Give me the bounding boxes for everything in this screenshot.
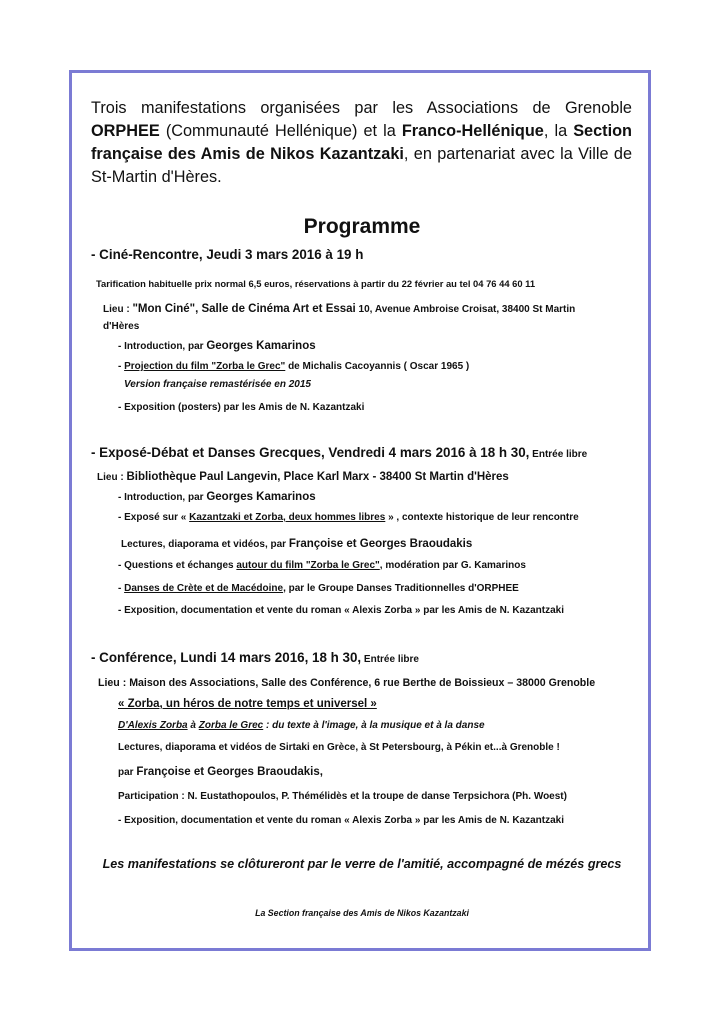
expose-details: » , contexte historique de leur rencontre bbox=[385, 512, 579, 523]
intro-paragraph bbox=[91, 97, 632, 189]
speaker-name: Françoise et Georges Braoudakis, bbox=[136, 766, 323, 778]
dash: - bbox=[118, 361, 125, 372]
event1-version: Version française remastérisée en 2015 bbox=[124, 379, 311, 390]
dash: - bbox=[118, 583, 125, 594]
speaker-name: Georges Kamarinos bbox=[206, 340, 316, 352]
lieu-name: "Mon Ciné", Salle de Cinéma Art et Essai bbox=[132, 303, 356, 315]
event1-heading: - Ciné-Rencontre, Jeudi 3 mars 2016 à 19 h bbox=[91, 247, 364, 262]
intro-prefix: - Introduction, par bbox=[118, 492, 207, 503]
event2-expose bbox=[118, 512, 579, 523]
event2-danses bbox=[118, 583, 519, 594]
event1-tarif: Tarification habituelle prix normal 6,5 euros, réservations à partir du 22 février au tel 04 76 44 60 11 bbox=[96, 278, 536, 289]
expose-link[interactable]: Kazantzaki et Zorba, deux hommes libres bbox=[189, 512, 386, 523]
event3-lieu: Lieu : Maison des Associations, Salle des Conférence, 6 rue Berthe de Boissieux – 38000 Grenoble bbox=[98, 677, 596, 689]
event2-lectures bbox=[121, 538, 472, 550]
event1-lieu bbox=[103, 303, 575, 315]
signature: La Section française des Amis de Nikos Kazantzaki bbox=[255, 908, 469, 918]
event1-lieu-cont: d'Hères bbox=[103, 321, 140, 332]
entry-badge: Entrée libre bbox=[361, 654, 419, 665]
subtitle-join: à bbox=[187, 720, 199, 731]
event3-par bbox=[118, 766, 323, 778]
closing-note: Les manifestations se clôtureront par le verre de l'amitié, accompagné de mézés grecs bbox=[102, 857, 622, 871]
event1-projection bbox=[118, 361, 469, 372]
subtitle-link-a[interactable]: D'Alexis Zorba bbox=[118, 720, 188, 731]
page-title: Programme bbox=[303, 215, 421, 238]
section-name: Section française des Amis de Nikos Kazantzaki bbox=[91, 122, 632, 163]
lieu-name: Bibliothèque Paul Langevin, Place Karl Marx - 38400 St Martin d'Hères bbox=[126, 471, 509, 483]
event3-subtitle bbox=[118, 720, 485, 731]
event2-expo: - Exposition, documentation et vente du roman « Alexis Zorba » par les Amis de N. Kazantzaki bbox=[118, 605, 565, 616]
danses-details: , par le Groupe Danses Traditionnelles d'ORPHEE bbox=[283, 583, 519, 594]
lectures-prefix: Lectures, diaporama et vidéos, par bbox=[121, 539, 289, 550]
event2-questions bbox=[118, 560, 526, 571]
event2-lieu bbox=[97, 471, 509, 483]
event3-expo: - Exposition, documentation et vente du roman « Alexis Zorba » par les Amis de N. Kazantzaki bbox=[118, 815, 565, 826]
questions-details: , modération par G. Kamarinos bbox=[379, 560, 526, 571]
intro-text: Trois manifestations organisées par les Associations de Grenoble bbox=[91, 99, 632, 117]
intro-text: , la bbox=[543, 122, 574, 140]
projection-details: de Michalis Cacoyannis ( Oscar 1965 ) bbox=[285, 361, 470, 372]
franco-hellenique-name: Franco-Hellénique bbox=[401, 122, 544, 140]
intro-prefix: - Introduction, par bbox=[118, 341, 207, 352]
event3-heading bbox=[91, 650, 419, 665]
lieu-label: Lieu : bbox=[97, 472, 127, 483]
event2-intro bbox=[118, 491, 316, 503]
projection-link[interactable]: Projection du film "Zorba le Grec" bbox=[124, 361, 286, 372]
heading-text: - Conférence, Lundi 14 mars 2016, 18 h 30, bbox=[91, 650, 362, 665]
orphee-name: ORPHEE bbox=[91, 122, 160, 140]
entry-badge: Entrée libre bbox=[529, 449, 588, 460]
speaker-name: Françoise et Georges Braoudakis bbox=[288, 538, 473, 550]
questions-prefix: - Questions et échanges bbox=[118, 560, 237, 571]
intro-text: (Communauté Hellénique) et la bbox=[159, 122, 402, 140]
danses-link[interactable]: Danses de Crète et de Macédoine bbox=[124, 583, 284, 594]
questions-link[interactable]: autour du film "Zorba le Grec" bbox=[236, 560, 380, 571]
event1-intro bbox=[118, 340, 316, 352]
lieu-label: Lieu : bbox=[103, 304, 133, 315]
speaker-name: Georges Kamarinos bbox=[206, 491, 316, 503]
subtitle-rest: : du texte à l'image, à la musique et à la danse bbox=[263, 720, 485, 731]
event2-heading bbox=[91, 445, 587, 460]
expose-prefix: - Exposé sur « bbox=[118, 512, 190, 523]
event3-participation: Participation : N. Eustathopoulos, P. Thémélidès et la troupe de danse Terpsichora (Ph. Woest) bbox=[118, 791, 567, 802]
event3-lectures: Lectures, diaporama et vidéos de Sirtaki en Grèce, à St Petersbourg, à Pékin et...à Grenoble ! bbox=[118, 742, 560, 753]
lieu-address: 10, Avenue Ambroise Croisat, 38400 St Martin bbox=[355, 304, 576, 315]
par-prefix: par bbox=[118, 767, 137, 778]
subtitle-link-b[interactable]: Zorba le Grec bbox=[198, 720, 264, 731]
intro-text: , en partenariat avec la Ville de St-Martin d'Hères. bbox=[91, 145, 632, 186]
event3-conf-title[interactable]: « Zorba, un héros de notre temps et universel » bbox=[118, 698, 377, 710]
event1-expo: - Exposition (posters) par les Amis de N. Kazantzaki bbox=[118, 402, 365, 413]
heading-text: - Exposé-Débat et Danses Grecques, Vendredi 4 mars 2016 à 18 h 30, bbox=[91, 445, 530, 460]
